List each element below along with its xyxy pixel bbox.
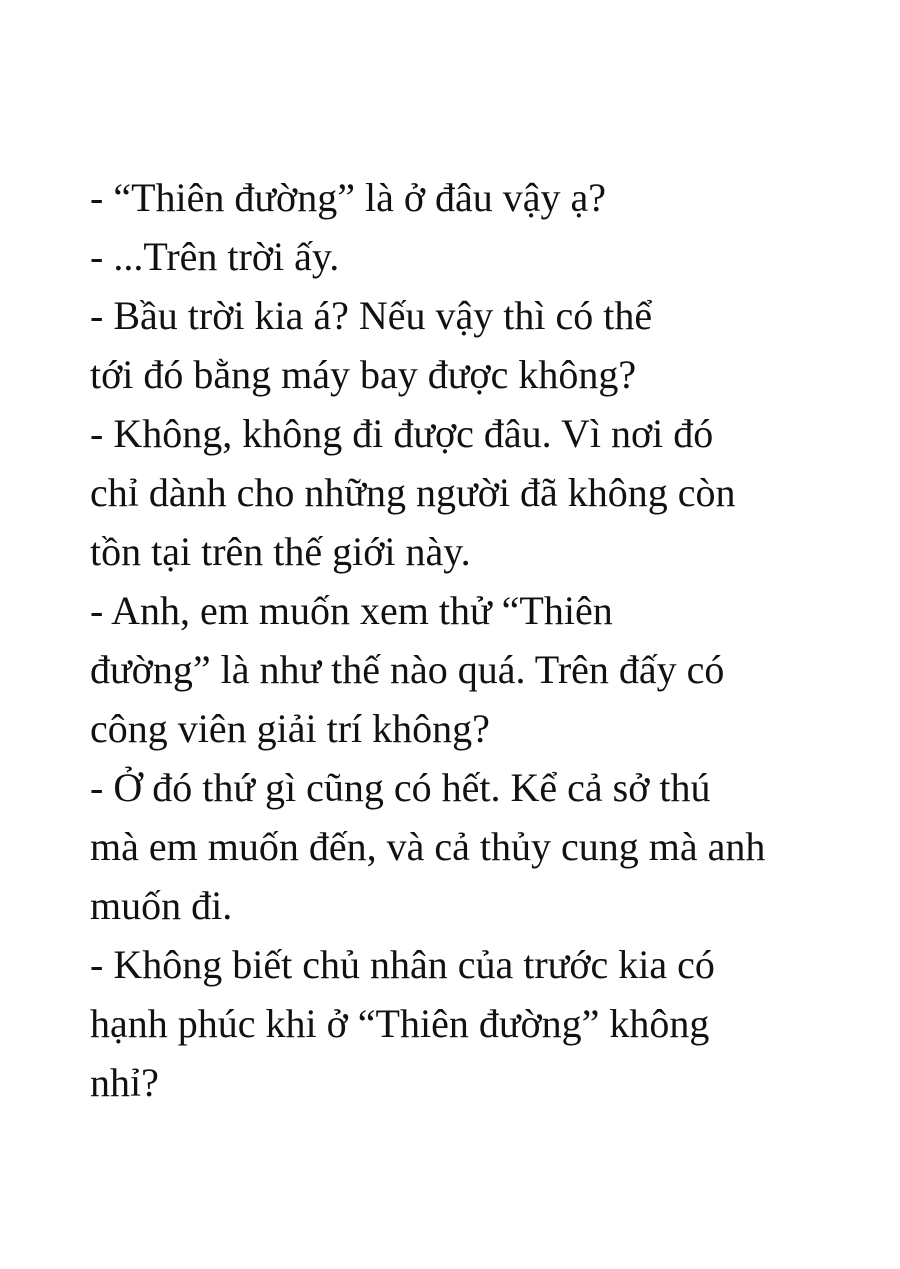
- text-line: nhỉ?: [90, 1060, 159, 1105]
- dialogue-text: [90, 168, 870, 1112]
- text-line: đường” là như thế nào quá. Trên đấy có: [90, 647, 725, 692]
- text-line: tới đó bằng máy bay được không?: [90, 352, 637, 397]
- text-line: mà em muốn đến, và cả thủy cung mà anh: [90, 824, 766, 869]
- text-line: muốn đi.: [90, 883, 233, 928]
- text-line: - “Thiên đường” là ở đâu vậy ạ?: [90, 175, 606, 220]
- text-line: tồn tại trên thế giới này.: [90, 529, 471, 574]
- text-line: - ...Trên trời ấy.: [90, 234, 340, 279]
- text-line: - Ở đó thứ gì cũng có hết. Kể cả sở thú: [90, 765, 711, 810]
- text-line: chỉ dành cho những người đã không còn: [90, 470, 736, 515]
- text-line: - Không, không đi được đâu. Vì nơi đó: [90, 411, 714, 456]
- text-line: công viên giải trí không?: [90, 706, 490, 751]
- text-line: hạnh phúc khi ở “Thiên đường” không: [90, 1001, 710, 1046]
- text-line: - Bầu trời kia á? Nếu vậy thì có thể: [90, 293, 653, 338]
- text-line: - Anh, em muốn xem thử “Thiên: [90, 588, 613, 633]
- text-line: - Không biết chủ nhân của trước kia có: [90, 942, 715, 987]
